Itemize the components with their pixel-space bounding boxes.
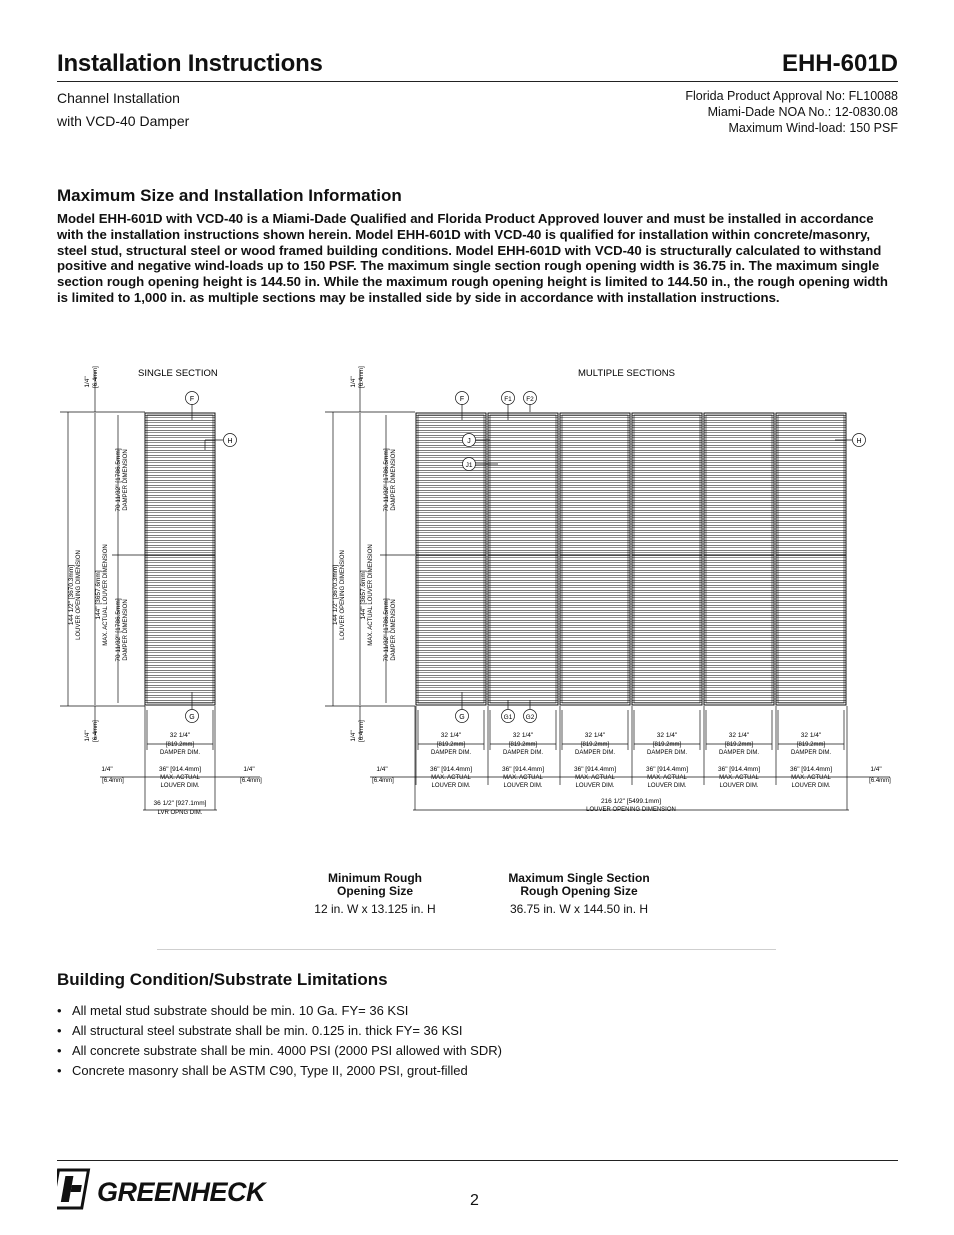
single-damper-height-lower-label: DAMPER DIMENSION <box>123 599 129 661</box>
single-damper-height-upper-label: DAMPER DIMENSION <box>123 449 129 511</box>
max-single-opening-value: 36.75 in. W x 144.50 in. H <box>509 902 649 916</box>
single-louver-width-label-1: MAX. ACTUAL <box>160 775 200 781</box>
single-right-gap: 1/4" <box>243 766 255 773</box>
single-top-gap-mm: [6.4mm] <box>93 366 99 388</box>
single-section-label: SINGLE SECTION <box>138 368 218 379</box>
min-rough-opening-value: 12 in. W x 13.125 in. H <box>314 902 436 916</box>
multi-right-gap-mm: [6.4mm] <box>869 778 891 784</box>
damper-width-5: 32 1/4" <box>728 732 750 739</box>
louver-installation-drawing <box>0 340 954 830</box>
max-single-title-line-2: Rough Opening Size <box>520 884 638 898</box>
multiple-louvers <box>416 413 846 705</box>
damper-width-mm-6: [819.2mm] <box>796 742 826 748</box>
louver-width-label-2-4: LOUVER DIM. <box>647 783 687 789</box>
multi-damper-height-lower: 70 11/32" [1786.5mm] <box>383 598 390 662</box>
brand-name: GREENHECK <box>97 1177 266 1207</box>
damper-width-mm-3: [819.2mm] <box>580 742 610 748</box>
miami-dade-noa: Miami-Dade NOA No.: 12-0830.08 <box>707 105 898 119</box>
multi-actual-height-label: MAX. ACTUAL LOUVER DIMENSION <box>368 544 374 646</box>
single-opening-width-label: LVR OPNG DIM. <box>157 810 203 816</box>
damper-width-label-4: DAMPER DIM. <box>646 750 688 756</box>
multi-top-gap: 1/4" <box>350 376 357 388</box>
multi-opening-height: 144 1/2" [3670.3mm] <box>332 564 339 626</box>
footer-divider <box>57 1160 898 1161</box>
louver-section-1 <box>416 413 486 705</box>
callout-h-multi-label: H <box>856 438 862 445</box>
multiple-sections-label: MULTIPLE SECTIONS <box>578 368 675 379</box>
single-left-gap-mm: [6.4mm] <box>102 778 124 784</box>
multi-damper-height-lower-label: DAMPER DIMENSION <box>391 599 397 661</box>
substrate-list <box>57 1001 502 1081</box>
single-top-gap: 1/4" <box>84 376 91 388</box>
subtitle-line-1: Channel Installation <box>57 90 180 106</box>
min-rough-title-line-1: Minimum Rough <box>328 871 422 885</box>
louver-width-1: 36" [914.4mm] <box>429 766 473 773</box>
louver-width-label-2-2: LOUVER DIM. <box>503 783 543 789</box>
damper-width-label-3: DAMPER DIM. <box>574 750 616 756</box>
list-item: • All structural steel substrate shall be min. 0.125 in. thick FY= 36 KSI <box>57 1021 502 1041</box>
list-item: • All metal stud substrate should be min. 10 Ga. FY= 36 KSI <box>57 1001 502 1021</box>
louver-width-4: 36" [914.4mm] <box>645 766 689 773</box>
louver-width-label-1-4: MAX. ACTUAL <box>647 775 687 781</box>
callout-g1-label: G1 <box>503 714 513 721</box>
multi-bottom-gap: 1/4" <box>350 730 357 742</box>
callout-g-single-label: G <box>189 714 195 721</box>
single-damper-width: 32 1/4" <box>169 732 191 739</box>
damper-width-6: 32 1/4" <box>800 732 822 739</box>
single-damper-width-mm: [819.2mm] <box>165 742 195 748</box>
damper-width-mm-5: [819.2mm] <box>724 742 754 748</box>
damper-width-3: 32 1/4" <box>584 732 606 739</box>
louver-section-5 <box>704 413 774 705</box>
page-title: Installation Instructions <box>57 50 323 77</box>
damper-width-mm-4: [819.2mm] <box>652 742 682 748</box>
damper-width-mm-2: [819.2mm] <box>508 742 538 748</box>
louver-section-4 <box>632 413 702 705</box>
damper-width-2: 32 1/4" <box>512 732 534 739</box>
louver-width-5: 36" [914.4mm] <box>717 766 761 773</box>
single-left-gap: 1/4" <box>101 766 113 773</box>
louver-width-label-1-5: MAX. ACTUAL <box>719 775 759 781</box>
multi-actual-height: 144" [3657.6mm] <box>360 570 367 620</box>
louver-width-label-2-5: LOUVER DIM. <box>719 783 759 789</box>
max-size-paragraph: Model EHH-601D with VCD-40 is a Miami-Dade Qualified and Florida Product Approved louver and must be installed in accordance with the installation instructions shown herein. Model EHH-601D with VCD-40 is qualified for installation within concrete/masonry, steel stud, structural steel or wood framed building conditions. Model EHH-601D with VCD-40 is structurally calculated to withstand positive and negative wind-loads up to 150 PSF. The maximum single section rough opening width is 36.75 in. The maximum single section rough opening height is 144.50 in. While the maximum rough opening height is limited to 144.50 in., the rough opening width is limited to 1,000 in. as multiple sections may be installed side by side in accordance with installation instructions. <box>57 211 888 305</box>
multi-damper-height-upper: 70 11/32" [1786.5mm] <box>383 448 390 512</box>
single-damper-height-upper: 70 11/32" [1786.5mm] <box>115 448 122 512</box>
substrate-heading: Building Condition/Substrate Limitations <box>57 970 388 989</box>
louver-width-6: 36" [914.4mm] <box>789 766 833 773</box>
single-actual-height: 144" [3657.6mm] <box>95 570 102 620</box>
callout-j-label: J <box>467 438 471 445</box>
single-right-gap-mm: [6.4mm] <box>240 778 262 784</box>
damper-width-label-6: DAMPER DIM. <box>790 750 832 756</box>
multi-opening-height-label: LOUVER OPENING DIMENSION <box>340 550 346 640</box>
section-divider <box>157 949 776 950</box>
damper-width-1: 32 1/4" <box>440 732 462 739</box>
min-rough-title-line-2: Opening Size <box>336 884 413 898</box>
min-rough-opening-title <box>300 872 450 898</box>
louver-width-label-1-1: MAX. ACTUAL <box>431 775 471 781</box>
model-number: EHH-601D <box>781 50 898 77</box>
single-horizontal-dims <box>100 706 260 810</box>
louver-width-label-1-6: MAX. ACTUAL <box>791 775 831 781</box>
multi-left-gap: 1/4" <box>376 766 388 773</box>
callout-f2-label: F2 <box>526 396 534 403</box>
louver-width-2: 36" [914.4mm] <box>501 766 545 773</box>
single-louver <box>145 413 215 705</box>
callout-f-multi-label: F <box>459 396 465 403</box>
louver-section-3 <box>560 413 630 705</box>
single-bottom-gap-mm: [6.4mm] <box>93 720 99 742</box>
louver-section-6 <box>776 413 846 705</box>
approval-info <box>685 88 898 136</box>
multiple-horizontal-dims <box>370 706 890 810</box>
multi-opening-width-label: LOUVER OPENING DIMENSION <box>586 807 676 813</box>
single-damper-height-lower: 70 11/32" [1786.5mm] <box>115 598 122 662</box>
damper-width-mm-1: [819.2mm] <box>436 742 466 748</box>
louver-section-2 <box>488 413 558 705</box>
single-actual-height-label: MAX. ACTUAL LOUVER DIMENSION <box>103 544 109 646</box>
max-single-opening-title <box>484 872 674 898</box>
florida-approval: Florida Product Approval No: FL10088 <box>685 89 898 103</box>
damper-width-4: 32 1/4" <box>656 732 678 739</box>
max-wind-load: Maximum Wind-load: 150 PSF <box>728 121 898 135</box>
single-louver-width-label-2: LOUVER DIM. <box>160 783 200 789</box>
multi-top-gap-mm: [6.4mm] <box>359 366 365 388</box>
greenheck-logo <box>57 1167 277 1211</box>
single-opening-height-label: LOUVER OPENING DIMENSION <box>76 550 82 640</box>
single-opening-width: 36 1/2" [927.1mm] <box>153 800 207 807</box>
single-opening-height: 144 1/2" [3670.3mm] <box>68 564 75 626</box>
max-single-title-line-1: Maximum Single Section <box>508 871 650 885</box>
header-divider <box>57 81 898 82</box>
damper-width-label-5: DAMPER DIM. <box>718 750 760 756</box>
single-bottom-gap: 1/4" <box>84 730 91 742</box>
multi-right-gap: 1/4" <box>870 766 882 773</box>
louver-width-label-2-6: LOUVER DIM. <box>791 783 831 789</box>
page-number: 2 <box>470 1192 479 1209</box>
list-item: • All concrete substrate shall be min. 4000 PSI (2000 PSI allowed with SDR) <box>57 1041 502 1061</box>
callout-g2-label: G2 <box>525 714 535 721</box>
single-damper-width-label: DAMPER DIM. <box>159 750 201 756</box>
single-louver-width: 36" [914.4mm] <box>158 766 202 773</box>
louver-width-label-2-3: LOUVER DIM. <box>575 783 615 789</box>
subtitle-line-2: with VCD-40 Damper <box>57 113 190 129</box>
louver-width-label-2-1: LOUVER DIM. <box>431 783 471 789</box>
louver-width-label-1-2: MAX. ACTUAL <box>503 775 543 781</box>
list-item: • Concrete masonry shall be ASTM C90, Type II, 2000 PSI, grout-filled <box>57 1061 502 1081</box>
callout-f-single-label: F <box>189 396 195 403</box>
damper-width-label-2: DAMPER DIM. <box>502 750 544 756</box>
multi-bottom-gap-mm: [6.4mm] <box>359 720 365 742</box>
multi-opening-width: 216 1/2" [5499.1mm] <box>600 798 662 805</box>
louver-width-label-1-3: MAX. ACTUAL <box>575 775 615 781</box>
callout-f1-label: F1 <box>504 396 512 403</box>
callout-h-single-label: H <box>227 438 233 445</box>
callout-g-multi-label: G <box>459 714 465 721</box>
callout-j1-label: J1 <box>465 462 473 469</box>
max-size-heading: Maximum Size and Installation Information <box>57 186 402 205</box>
louver-width-3: 36" [914.4mm] <box>573 766 617 773</box>
greenheck-logo-icon <box>57 1170 88 1208</box>
damper-width-label-1: DAMPER DIM. <box>430 750 472 756</box>
multi-damper-height-upper-label: DAMPER DIMENSION <box>391 449 397 511</box>
multi-left-gap-mm: [6.4mm] <box>372 778 394 784</box>
